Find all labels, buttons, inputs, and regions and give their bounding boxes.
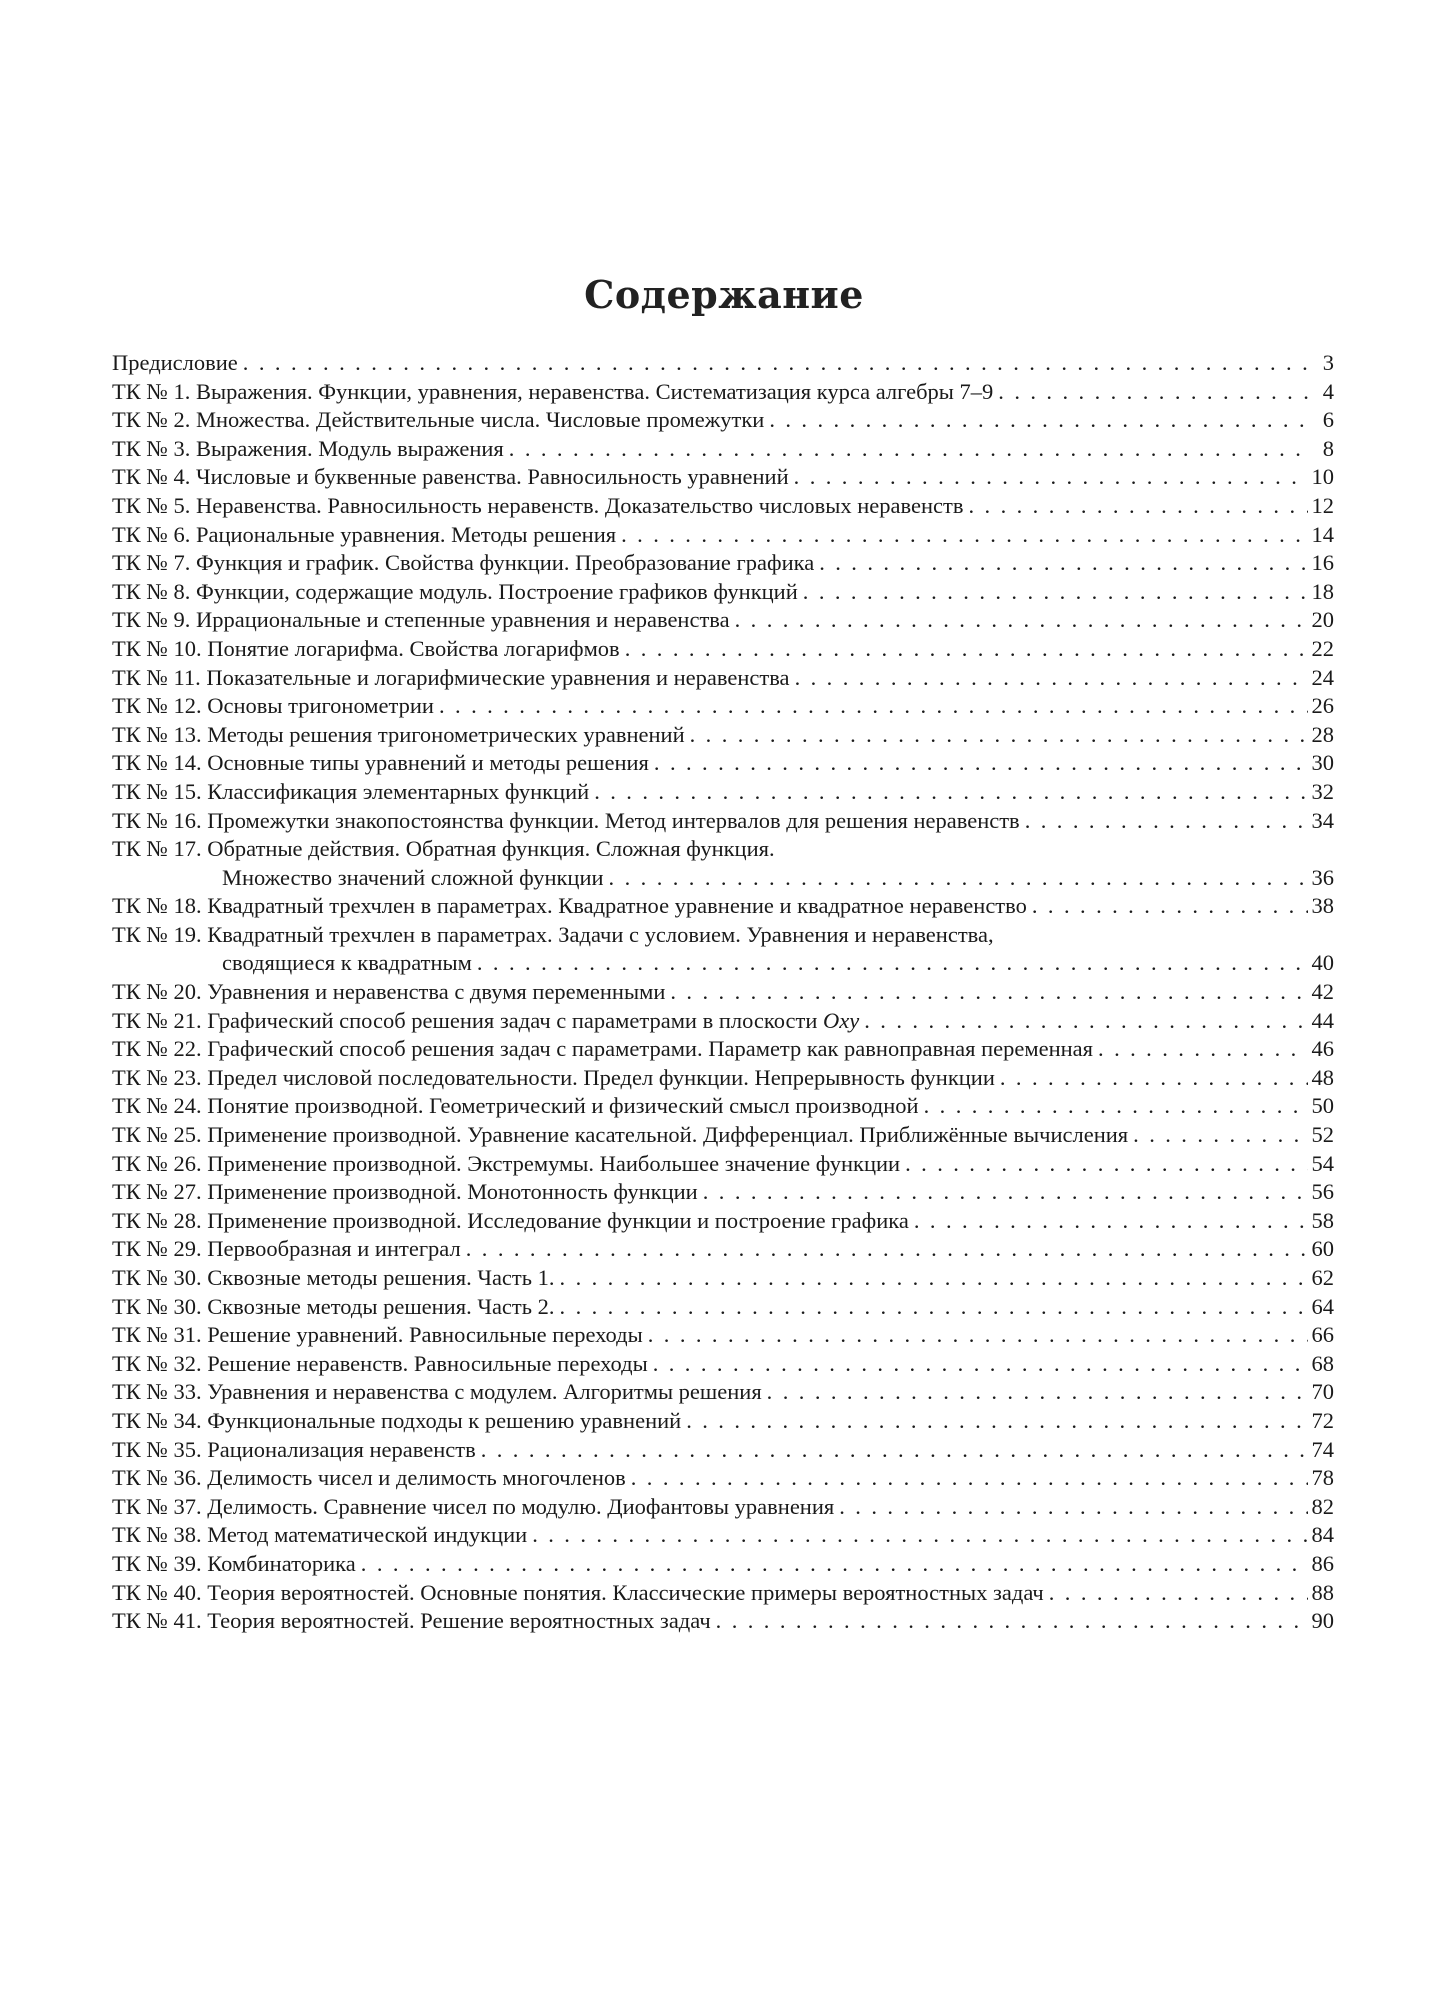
toc-entry-label [112,463,789,492]
toc-entry [112,635,1334,664]
toc-entry-label [112,1293,555,1322]
toc-entry-label [112,692,434,721]
dot-leader [703,1178,1308,1207]
toc-entry-page: 50 [1311,1093,1334,1119]
dot-leader [477,949,1308,978]
toc-entry-page: 70 [1311,1379,1334,1405]
toc-entry-page: 88 [1311,1579,1334,1605]
toc-entry-page: 78 [1311,1465,1334,1491]
toc-entry-label-text: ТК № 10. Понятие логарифма. Свойства логарифмов [112,635,620,661]
toc-entry-label [112,1035,1093,1064]
toc-entry-label [112,1150,900,1179]
dot-leader [914,1207,1308,1236]
page-title: Содержание [584,272,864,317]
toc-entry-page: 68 [1311,1350,1334,1376]
toc-entry [112,1607,1334,1636]
toc-entry-label-text: ТК № 32. Решение неравенств. Равносильные переходы [112,1350,648,1376]
dot-leader [924,1092,1308,1121]
toc-entry [112,435,1334,464]
dot-leader [439,692,1308,721]
toc-entry-label-text: ТК № 30. Сквозные методы решения. Часть 2. [112,1293,555,1319]
dot-leader [1049,1579,1308,1608]
toc-entry [112,778,1334,807]
toc-entry [112,1579,1334,1608]
dot-leader [905,1150,1307,1179]
toc-entry-page: 52 [1311,1122,1334,1148]
toc-entry [112,1321,1334,1350]
toc-entry-page: 56 [1311,1179,1334,1205]
toc-entry-continuation-row [112,949,1334,978]
toc-entry-label-text: ТК № 5. Неравенства. Равносильность неравенств. Доказательство числовых неравенств [112,492,964,518]
toc-entry-page: 36 [1311,864,1334,890]
toc-entry-label [112,1178,698,1207]
toc-entry-page: 82 [1311,1493,1334,1519]
toc-entry-label [112,892,1027,921]
toc-entry-label [112,406,764,435]
toc-entry-label [112,435,504,464]
dot-leader [1032,892,1308,921]
toc-entry [112,349,1334,378]
toc-entry-label [112,1579,1044,1608]
dot-leader [361,1550,1308,1579]
toc-entry [112,1378,1334,1407]
toc-entry-label-text: ТК № 20. Уравнения и неравенства с двумя переменными [112,979,666,1005]
dot-leader [509,435,1310,464]
toc-entry [112,1207,1334,1236]
dot-leader [625,635,1308,664]
toc-entry-page: 12 [1311,492,1334,518]
toc-entry [112,1235,1334,1264]
toc-entry-page: 62 [1311,1265,1334,1290]
toc-entry-label-text: ТК № 27. Применение производной. Монотонность функции [112,1179,698,1205]
dot-leader [864,1007,1307,1036]
toc-entry [112,1407,1334,1436]
toc-entry [112,749,1334,778]
toc-entry-label [112,807,1020,836]
toc-entry-page: 46 [1311,1036,1334,1062]
toc-entry-page: 22 [1311,635,1334,661]
toc-entry-page: 4 [1322,378,1334,404]
toc-entry-label [112,664,790,693]
toc-entry-page: 14 [1311,521,1334,547]
toc-entry [112,406,1334,435]
toc-entry [112,549,1334,578]
toc-entry-page: 74 [1311,1436,1334,1462]
toc-entry-label [112,1235,461,1264]
toc-entry-label [112,1007,859,1036]
toc-entry-label-text: ТК № 30. Сквозные методы решения. Часть 1. [112,1265,555,1290]
toc-entry-label [112,721,685,750]
toc-entry-label [112,1064,995,1093]
toc-entry-label-text: ТК № 29. Первообразная и интеграл [112,1236,461,1262]
toc-entry-page: 34 [1311,807,1334,833]
toc-entry-page: 18 [1311,578,1334,604]
toc-entry [112,1092,1334,1121]
toc-entry-label-text: ТК № 21. Графический способ решения задач с параметрами в плоскости [112,1007,818,1033]
toc-entry-label [112,749,649,778]
toc-entry-label-text: ТК № 1. Выражения. Функции, уравнения, неравенства. Систематизация курса алгебры 7–9 [112,378,994,404]
toc-entry-label [112,978,665,1007]
toc-entry-label: ТК № 19. Квадратный трехчлен в параметрах. Задачи с условием. Уравнения и неравенства, [112,921,994,947]
dot-leader [653,1350,1308,1379]
toc-entry-page: 44 [1311,1007,1334,1033]
toc-entry-page: 16 [1311,550,1334,576]
toc-entry-page: 8 [1322,435,1334,461]
toc-entry [112,1150,1334,1179]
toc-entry-label-text: ТК № 14. Основные типы уравнений и методы решения [112,750,649,776]
toc-entry-label-text: ТК № 28. Применение производной. Исследование функции и построение графика [112,1207,909,1233]
toc-entry [112,378,1334,407]
toc-entry-page: 42 [1311,979,1334,1005]
toc-entry-label-text: ТК № 35. Рационализация неравенств [112,1436,476,1462]
toc-entry [112,521,1334,550]
dot-leader [532,1521,1307,1550]
toc-entry [112,664,1334,693]
toc-entry-label [112,1350,648,1379]
toc-entry [112,1464,1334,1493]
toc-entry-label-text: ТК № 9. Иррациональные и степенные уравнения и неравенства [112,607,730,633]
toc-entry-label [112,1121,1128,1150]
toc-entry [112,463,1334,492]
toc-entry-label-text: ТК № 37. Делимость. Сравнение чисел по модулю. Диофантовы уравнения [112,1493,835,1519]
toc-entry [112,1293,1334,1322]
dot-leader [654,749,1308,778]
toc-entry-label-text: ТК № 3. Выражения. Модуль выражения [112,435,504,461]
dot-leader [621,521,1307,550]
toc-entry-page: 48 [1311,1064,1334,1090]
toc-entry [112,1493,1334,1522]
toc-entry-label [112,1407,681,1436]
dot-leader [735,606,1308,635]
toc-entry [112,692,1334,721]
toc-entry-label-text: ТК № 23. Предел числовой последовательности. Предел функции. Непрерывность функции [112,1064,995,1090]
toc-entry-page: 38 [1311,893,1334,919]
toc-entry [112,892,1334,921]
dot-leader [794,463,1308,492]
toc-entry-label [112,635,620,664]
toc-entry-page: 32 [1311,778,1334,804]
dot-leader [716,1607,1308,1636]
dot-leader [670,978,1307,1007]
dot-leader [1025,807,1308,836]
dot-leader [968,492,1307,521]
toc-entry-page: 66 [1311,1322,1334,1348]
toc-entry [112,721,1334,750]
toc-entry [112,1264,1334,1293]
dot-leader [803,578,1308,607]
toc-entry-label-text: ТК № 33. Уравнения и неравенства с модулем. Алгоритмы решения [112,1379,762,1405]
toc-entry-page: 84 [1311,1522,1334,1548]
toc-entry-page: 26 [1311,693,1334,719]
toc-entry-label-text: ТК № 15. Классификация элементарных функций [112,778,590,804]
toc-entry-label-text: ТК № 7. Функция и график. Свойства функции. Преобразование графика [112,550,815,576]
toc-entry-label [112,1550,356,1579]
toc-entry-page: 10 [1311,464,1334,490]
dot-leader [609,864,1308,893]
dot-leader [839,1493,1307,1522]
toc-entry-label-text: ТК № 18. Квадратный трехчлен в параметрах. Квадратное уравнение и квадратное неравенство [112,893,1027,919]
toc-entry-page: 72 [1311,1407,1334,1433]
toc-entry [112,835,1334,864]
toc-entry-continuation: Множество значений сложной функции [222,864,604,890]
toc-entry-label-text: ТК № 41. Теория вероятностей. Решение вероятностных задач [112,1608,711,1634]
toc-entry-label [112,1321,643,1350]
toc-entry [112,1121,1334,1150]
toc-entry-page: 24 [1311,664,1334,690]
dot-leader [690,721,1308,750]
dot-leader [560,1264,1308,1293]
dot-leader [1133,1121,1307,1150]
toc-entry-page: 20 [1311,607,1334,633]
toc-entry-label-text: ТК № 8. Функции, содержащие модуль. Построение графиков функций [112,578,798,604]
toc-entry-label [112,1436,476,1465]
toc-entry [112,1436,1334,1465]
toc-entry-label [112,1464,626,1493]
toc-entry-label [112,349,238,378]
dot-leader [769,406,1310,435]
toc-entry-label-text: ТК № 26. Применение производной. Экстремумы. Наибольшее значение функции [112,1150,901,1176]
dot-leader [795,664,1308,693]
dot-leader [243,349,1310,378]
toc-entry [112,1064,1334,1093]
toc-entry-label [112,1607,711,1636]
toc-entry-label [112,578,798,607]
toc-entry-label [112,378,993,407]
toc-entry-page: 64 [1311,1293,1334,1319]
toc-entry-label-text: ТК № 39. Комбинаторика [112,1550,356,1576]
toc-entry-label-text: ТК № 31. Решение уравнений. Равносильные переходы [112,1322,643,1348]
toc-entry [112,1350,1334,1379]
toc-entry-label-italic: Oxy [823,1007,860,1033]
toc-entry [112,807,1334,836]
toc-entry-page: 3 [1322,350,1334,375]
dot-leader [998,378,1310,407]
toc-entry-label-text: ТК № 40. Теория вероятностей. Основные понятия. Классические примеры вероятностных задач [112,1579,1044,1605]
toc-entry-label-text: ТК № 6. Рациональные уравнения. Методы решения [112,521,617,547]
toc-entry-label-text: ТК № 22. Графический способ решения задач с параметрами. Параметр как равноправная переменная [112,1036,1094,1062]
toc-entry-label [112,1378,762,1407]
toc-entry-page: 58 [1311,1207,1334,1233]
toc-entry-label-text: ТК № 34. Функциональные подходы к решению уравнений [112,1407,682,1433]
toc-entry-label [112,1092,919,1121]
toc-entry-continuation-row [112,864,1334,893]
toc-entry-label [112,549,814,578]
toc-entry-page: 54 [1311,1150,1334,1176]
toc-entry-label-text: ТК № 16. Промежутки знакопостоянства функции. Метод интервалов для решения неравенств [112,807,1020,833]
toc-entry-page: 90 [1311,1608,1334,1634]
toc-entry [112,921,1334,950]
dot-leader [686,1407,1307,1436]
toc-entry-label-text: ТК № 24. Понятие производной. Геометрический и физический смысл производной [112,1093,919,1119]
dot-leader [819,549,1307,578]
toc-entry-label-text: ТК № 36. Делимость чисел и делимость многочленов [112,1465,626,1491]
toc-entry [112,606,1334,635]
toc-entry-label-text: ТК № 2. Множества. Действительные числа. Числовые промежутки [112,407,765,433]
dot-leader [594,778,1307,807]
toc-entry-label: ТК № 17. Обратные действия. Обратная функция. Сложная функция. [112,836,775,862]
toc-entry-page: 86 [1311,1550,1334,1576]
toc-entry-page: 28 [1311,721,1334,747]
dot-leader [767,1378,1308,1407]
toc-entry-label [112,492,963,521]
dot-leader [1098,1035,1307,1064]
toc-entry [112,1550,1334,1579]
toc-entry-label-text: Предисловие [112,350,238,375]
toc-entry [112,1035,1334,1064]
dot-leader [1000,1064,1308,1093]
toc-entry [112,578,1334,607]
toc-entry [112,1007,1334,1036]
toc-entry-page: 30 [1311,750,1334,776]
toc-entry-label [112,1521,527,1550]
toc-entry-label [112,1264,555,1293]
toc-entry-label [112,521,616,550]
toc-entry [112,492,1334,521]
toc-entry-label-text: ТК № 4. Числовые и буквенные равенства. Равносильность уравнений [112,464,789,490]
toc-entry [112,1178,1334,1207]
toc-entry [112,1521,1334,1550]
toc-entry-label-text: ТК № 38. Метод математической индукции [112,1522,528,1548]
toc-entry-label-text: ТК № 13. Методы решения тригонометрических уравнений [112,721,685,747]
toc-entry-label-text: ТК № 12. Основы тригонометрии [112,693,434,719]
toc-entry-label [112,778,589,807]
toc-entry-page: 40 [1311,950,1334,976]
toc-entry-label [112,1493,834,1522]
toc-entry-label [112,606,730,635]
dot-leader [631,1464,1308,1493]
toc-entry-continuation: сводящиеся к квадратным [222,950,472,976]
dot-leader [466,1235,1308,1264]
toc-entry-label-text: ТК № 25. Применение производной. Уравнение касательной. Дифференциал. Приближённые вычисления [112,1122,1129,1148]
toc-entry-label-text: ТК № 11. Показательные и логарифмические уравнения и неравенства [112,664,790,690]
table-of-contents [112,349,1334,1636]
dot-leader [648,1321,1308,1350]
dot-leader [560,1293,1308,1322]
toc-entry-page: 60 [1311,1236,1334,1262]
toc-entry-page: 6 [1322,407,1334,433]
toc-entry [112,978,1334,1007]
toc-entry-label [112,1207,909,1236]
dot-leader [481,1436,1308,1465]
